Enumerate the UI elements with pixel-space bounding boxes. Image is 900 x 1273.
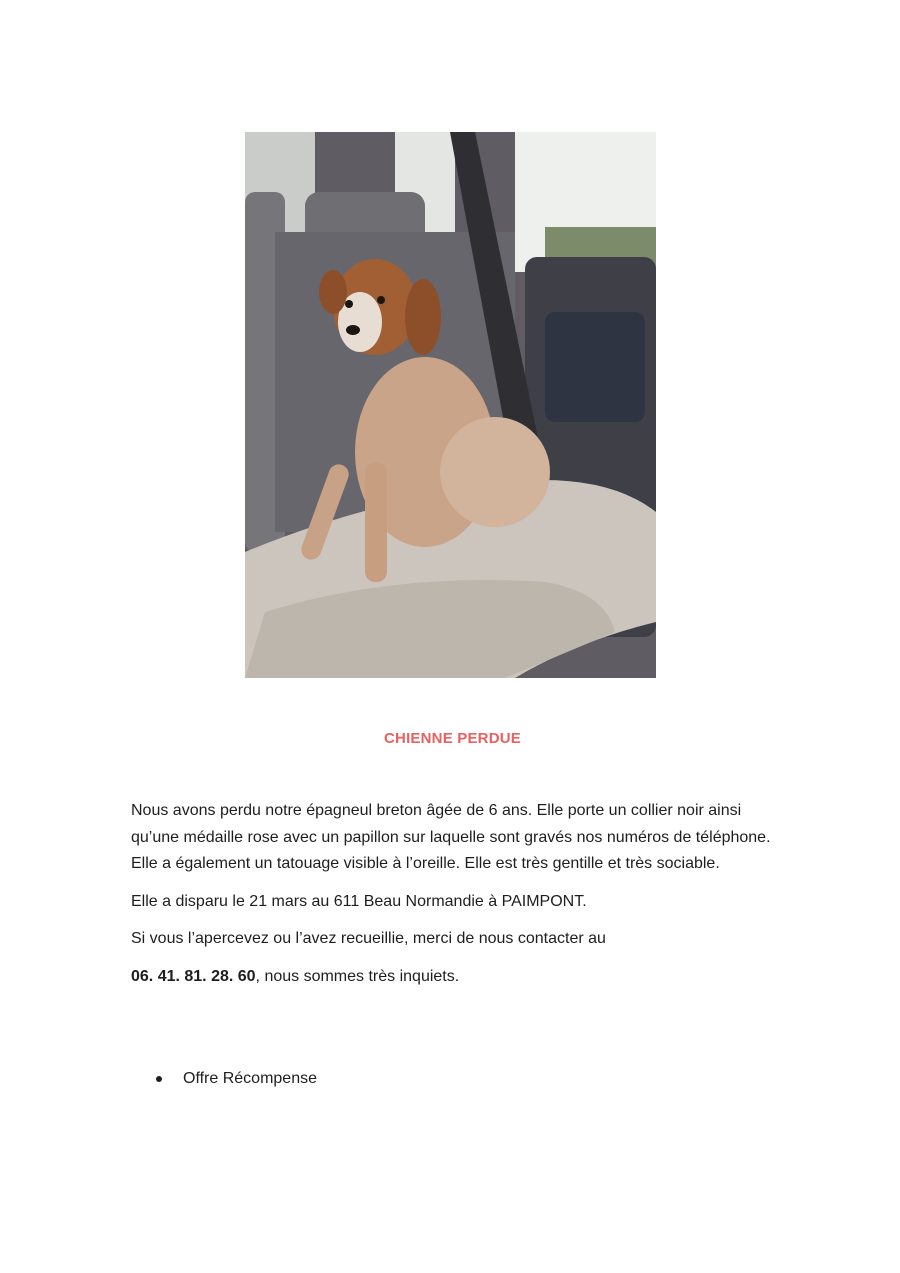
description-paragraph: Nous avons perdu notre épagneul breton âgée de 6 ans. Elle porte un collier noir ainsi qu’une médaille rose avec un papillon sur laquelle sont gravés nos numéros de téléphone. Elle a également un tatouage visible à l’oreille. Elle est très gentille et très sociable.	[131, 802, 771, 872]
reward-text: Offre Récompense	[183, 1070, 317, 1087]
disappearance-paragraph: Elle a disparu le 21 mars au 611 Beau Normandie à PAIMPONT.	[131, 892, 587, 910]
phone-number: 06. 41. 81. 28. 60	[131, 967, 256, 985]
bullet-icon	[156, 1076, 162, 1082]
bullet-item	[156, 1070, 317, 1088]
poster-body	[131, 798, 791, 1001]
dog-photo	[245, 132, 656, 678]
contact-paragraph: Si vous l’apercevez ou l’avez recueillie, merci de nous contacter au	[131, 930, 606, 947]
poster-title: CHIENNE PERDUE	[384, 730, 521, 747]
phone-line	[131, 964, 791, 991]
phone-suffix: , nous sommes très inquiets.	[255, 967, 460, 985]
